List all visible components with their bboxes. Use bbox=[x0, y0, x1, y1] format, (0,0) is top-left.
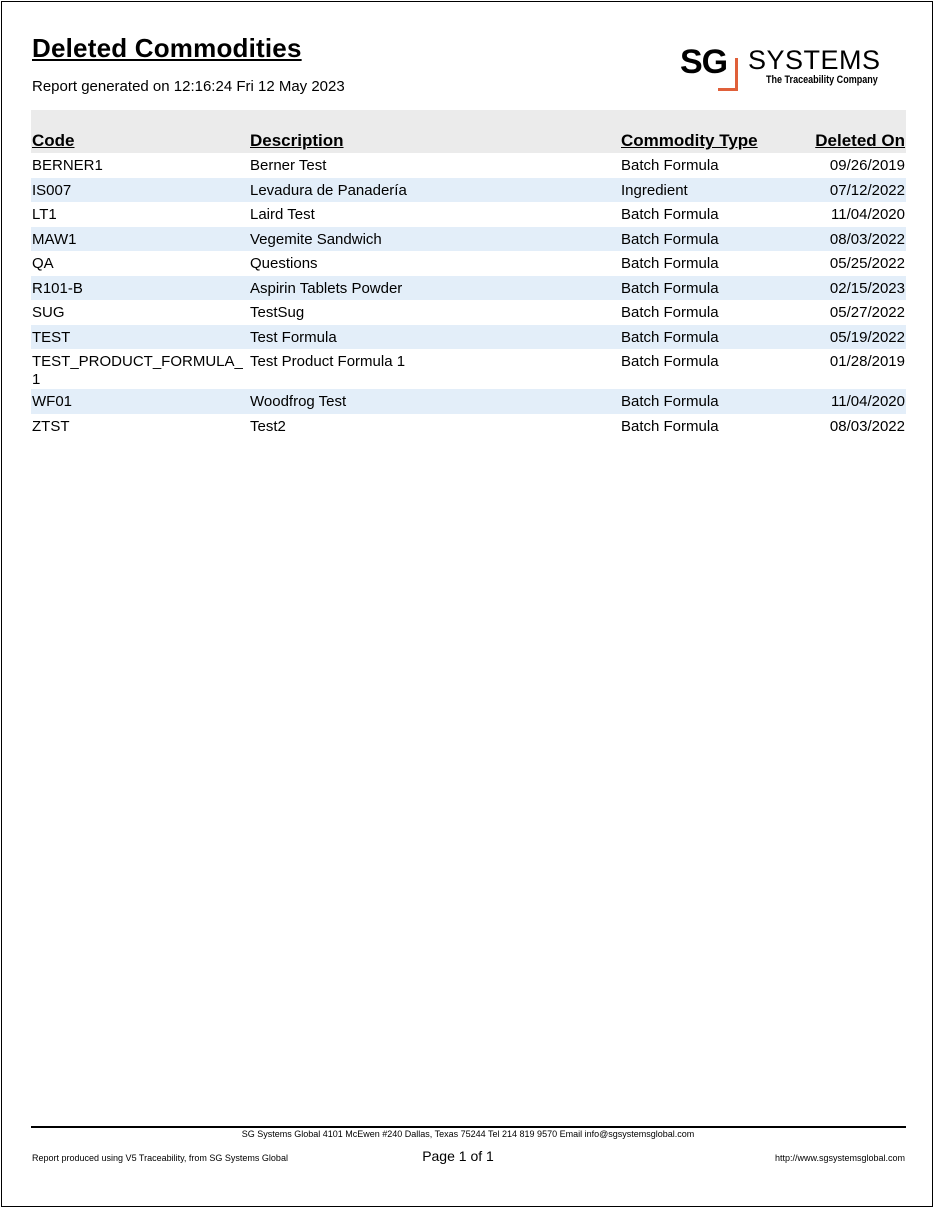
cell-code bbox=[31, 389, 249, 414]
cell-code-text: SUG bbox=[32, 304, 65, 321]
cell-code-text: TEST_PRODUCT_FORMULA_1 bbox=[32, 353, 243, 388]
cell-code bbox=[31, 276, 249, 301]
cell-commodity-type: Ingredient bbox=[621, 181, 688, 199]
cell-commodity-type: Batch Formula bbox=[621, 279, 719, 297]
cell-deleted-on: 09/26/2019 bbox=[829, 157, 905, 174]
cell-description: TestSug bbox=[250, 304, 305, 321]
column-header-commodity-type: Commodity Type bbox=[621, 131, 758, 150]
cell-code bbox=[31, 178, 249, 203]
deleted-commodities-table bbox=[31, 110, 906, 438]
cell-description: Test Formula bbox=[250, 328, 337, 346]
column-header-deleted-on: Deleted On bbox=[815, 131, 905, 150]
cell-commodity-type: Batch Formula bbox=[621, 157, 719, 174]
table-row bbox=[31, 276, 906, 301]
cell-description: Test2 bbox=[250, 417, 286, 435]
cell-code-text: R101-B bbox=[32, 279, 83, 297]
logo-bracket-mark bbox=[718, 58, 738, 91]
page-number: Page 1 of 1 bbox=[422, 1148, 494, 1164]
cell-commodity-type: Batch Formula bbox=[621, 255, 719, 272]
logo-sg-text: SG bbox=[680, 43, 728, 81]
cell-deleted-on: 01/28/2019 bbox=[829, 353, 905, 370]
cell-code bbox=[31, 349, 249, 389]
cell-deleted-on: 11/04/2020 bbox=[831, 206, 905, 223]
report-title: Deleted Commodities bbox=[32, 33, 302, 63]
table-row bbox=[31, 325, 906, 350]
cell-description: Laird Test bbox=[250, 206, 315, 223]
cell-code-text: TEST bbox=[32, 328, 71, 346]
table-header-row bbox=[31, 110, 906, 153]
cell-code-text: QA bbox=[32, 255, 54, 272]
cell-deleted-on: 08/03/2022 bbox=[829, 230, 905, 248]
table-row bbox=[31, 349, 906, 389]
table-row bbox=[31, 178, 906, 203]
cell-code-text: LT1 bbox=[32, 206, 57, 223]
cell-description: Levadura de Panadería bbox=[250, 181, 407, 199]
cell-commodity-type: Batch Formula bbox=[621, 206, 719, 223]
cell-deleted-on: 02/15/2023 bbox=[829, 279, 905, 297]
cell-commodity-type: Batch Formula bbox=[621, 353, 719, 370]
cell-commodity-type: Batch Formula bbox=[621, 417, 719, 435]
table-body bbox=[31, 153, 906, 438]
cell-description: Woodfrog Test bbox=[250, 393, 347, 410]
cell-deleted-on: 05/19/2022 bbox=[829, 328, 905, 346]
cell-code bbox=[31, 202, 249, 227]
cell-code bbox=[31, 325, 249, 350]
table-row bbox=[31, 300, 906, 325]
cell-description: Vegemite Sandwich bbox=[250, 230, 382, 248]
cell-code-text: MAW1 bbox=[32, 230, 77, 248]
cell-code-text: WF01 bbox=[32, 393, 73, 410]
footer-address: SG Systems Global 4101 McEwen #240 Dallas, Texas 75244 Tel 214 819 9570 Email info@sgsystemsglobal.com bbox=[241, 1129, 695, 1139]
cell-code-text: ZTST bbox=[32, 417, 70, 435]
cell-commodity-type: Batch Formula bbox=[621, 393, 719, 410]
cell-description: Test Product Formula 1 bbox=[250, 353, 406, 370]
cell-commodity-type: Batch Formula bbox=[621, 230, 719, 248]
column-header-code: Code bbox=[32, 131, 75, 150]
cell-code bbox=[31, 414, 249, 439]
footer-divider bbox=[31, 1126, 906, 1128]
cell-deleted-on: 05/25/2022 bbox=[829, 255, 905, 272]
table-row bbox=[31, 251, 906, 276]
table-row bbox=[31, 414, 906, 439]
cell-deleted-on: 11/04/2020 bbox=[831, 393, 905, 410]
column-header-description: Description bbox=[250, 131, 344, 150]
cell-commodity-type: Batch Formula bbox=[621, 328, 719, 346]
table-row bbox=[31, 389, 906, 414]
cell-code bbox=[31, 300, 249, 325]
footer-produced-by: Report produced using V5 Traceability, from SG Systems Global bbox=[32, 1153, 288, 1163]
report-generated-timestamp: Report generated on 12:16:24 Fri 12 May 2023 bbox=[32, 78, 345, 95]
table-row bbox=[31, 153, 906, 178]
cell-deleted-on: 08/03/2022 bbox=[829, 417, 905, 435]
company-logo bbox=[680, 44, 902, 94]
cell-code bbox=[31, 251, 249, 276]
logo-tagline: The Traceability Company bbox=[766, 74, 878, 86]
cell-code-text: IS007 bbox=[32, 181, 72, 199]
cell-description: Aspirin Tablets Powder bbox=[250, 279, 403, 297]
cell-code-text: BERNER1 bbox=[32, 157, 103, 174]
cell-deleted-on: 05/27/2022 bbox=[829, 304, 905, 321]
table-row bbox=[31, 227, 906, 252]
cell-commodity-type: Batch Formula bbox=[621, 304, 719, 321]
cell-description: Berner Test bbox=[250, 157, 327, 174]
cell-code bbox=[31, 153, 249, 178]
footer-website-url: http://www.sgsystemsglobal.com bbox=[774, 1153, 905, 1163]
cell-deleted-on: 07/12/2022 bbox=[829, 181, 905, 199]
cell-description: Questions bbox=[250, 255, 318, 272]
logo-systems-text: SYSTEMS bbox=[748, 45, 881, 75]
table-row bbox=[31, 202, 906, 227]
cell-code bbox=[31, 227, 249, 252]
